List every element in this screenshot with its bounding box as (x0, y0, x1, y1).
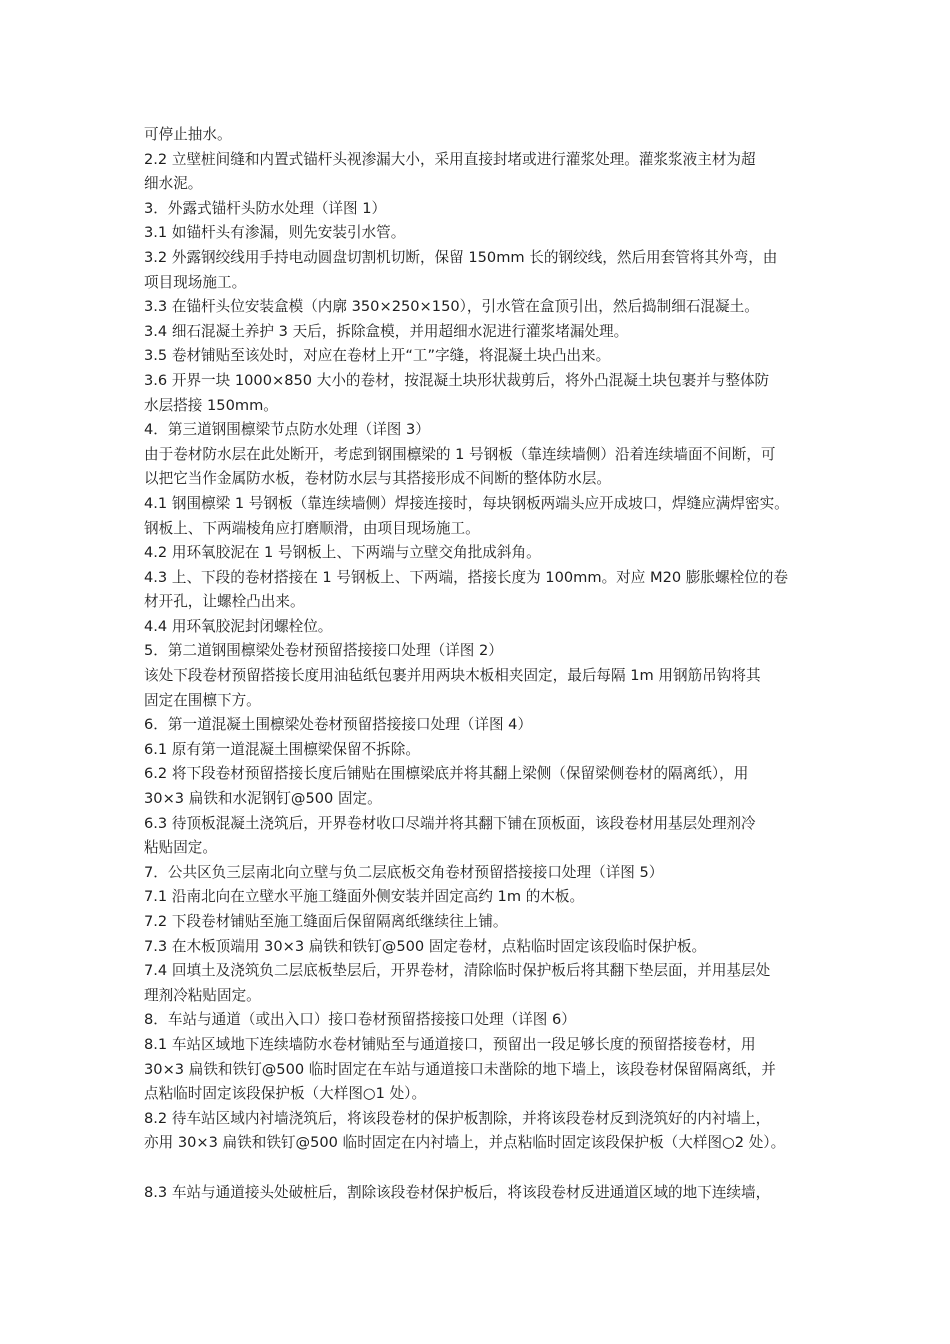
text-line: 4.4 用环氧胶泥封闭螺栓位。 (144, 617, 333, 635)
text-line: 由于卷材防水层在此处断开，考虑到钢围檩梁的 1 号钢板（靠连续墙侧）沿着连续墙面不间断，可 (144, 445, 776, 463)
section-heading: 4．第三道钢围檩梁节点防水处理（详图 3） (144, 421, 430, 439)
paragraph-gap (144, 1156, 812, 1181)
text-line: 2.2 立壁桩间缝和内置式锚杆头视渗漏大小，采用直接封堵或进行灌浆处理。灌浆浆液主材为超 (144, 150, 756, 168)
text-line: 3.5 卷材铺贴至该处时，对应在卷材上开“工”字缝，将混凝土块凸出来。 (144, 347, 611, 365)
text-line: 钢板上、下两端棱角应打磨顺滑，由项目现场施工。 (144, 519, 480, 537)
text-line: 8.2 待车站区域内衬墙浇筑后，将该段卷材的保护板割除，并将该段卷材反到浇筑好的内衬墙上， (144, 1109, 771, 1127)
section-heading: 6．第一道混凝土围檩梁处卷材预留搭接接口处理（详图 4） (144, 716, 533, 734)
text-line: 4.1 钢围檩梁 1 号钢板（靠连续墙侧）焊接连接时，每块钢板两端头应开成坡口，焊缝应满焊密实。 (144, 494, 789, 512)
text-line: 6.2 将下段卷材预留搭接长度后铺贴在围檩梁底并将其翻上梁侧（保留梁侧卷材的隔离纸），用 (144, 765, 749, 783)
text-line: 7.3 在木板顶端用 30×3 扁铁和铁钉@500 固定卷材，点粘临时固定该段临时保护板。 (144, 937, 707, 955)
text-line: 8.3 车站与通道接头处破桩后，割除该段卷材保护板后，将该段卷材反进通道区域的地下连续墙， (144, 1183, 771, 1201)
text-line: 3.6 开界一块 1000×850 大小的卷材，按混凝土块形状裁剪后，将外凸混凝土块包裹并与整体防 (144, 371, 770, 389)
text-line: 粘贴固定。 (144, 839, 217, 857)
section-heading: 5．第二道钢围檩梁处卷材预留搭接接口处理（详图 2） (144, 642, 503, 660)
text-line: 8.1 车站区域地下连续墙防水卷材铺贴至与通道接口，预留出一段足够长度的预留搭接卷材，用 (144, 1035, 756, 1053)
text-line: 3.1 如锚杆头有渗漏，则先安装引水管。 (144, 224, 406, 242)
section-heading: 3．外露式锚杆头防水处理（详图 1） (144, 199, 387, 217)
text-line: 7.1 沿南北向在立壁水平施工缝面外侧安装并固定高约 1m 的木板。 (144, 888, 585, 906)
text-line: 4.2 用环氧胶泥在 1 号钢板上、下两端与立壁交角批成斜角。 (144, 544, 541, 562)
text-line: 理剂冷粘贴固定。 (144, 986, 261, 1004)
text-line: 30×3 扁铁和铁钉@500 临时固定在车站与通道接口未凿除的地下墙上，该段卷材保留隔离纸，并 (144, 1060, 776, 1078)
text-line: 以把它当作金属防水板，卷材防水层与其搭接形成不间断的整体防水层。 (144, 470, 612, 488)
text-line: 点粘临时固定该段保护板（大样图○1 处）。 (144, 1085, 427, 1103)
text-line: 该处下段卷材预留搭接长度用油毡纸包裹并用两块木板相夹固定，最后每隔 1m 用钢筋吊钩将其 (144, 667, 761, 685)
text-line: 6.1 原有第一道混凝土围檩梁保留不拆除。 (144, 740, 420, 758)
section-heading: 7．公共区负三层南北向立壁与负二层底板交角卷材预留搭接接口处理（详图 5） (144, 863, 664, 881)
text-line: 30×3 扁铁和水泥钢钉@500 固定。 (144, 790, 382, 808)
text-line: 细水泥。 (144, 175, 203, 193)
text-line: 材开孔，让螺栓凸出来。 (144, 593, 305, 611)
text-line: 3.3 在锚杆头位安装盒模（内廓 350×250×150），引水管在盒顶引出，然后捣制细石混凝土。 (144, 298, 759, 316)
text-line: 6.3 待顶板混凝土浇筑后，开界卷材收口尽端并将其翻下铺在顶板面，该段卷材用基层处理剂冷 (144, 814, 756, 832)
text-line: 7.2 下段卷材铺贴至施工缝面后保留隔离纸继续往上铺。 (144, 913, 508, 930)
text-line: 固定在围檩下方。 (144, 691, 261, 709)
text-line: 项目现场施工。 (144, 273, 247, 291)
text-line: 亦用 30×3 扁铁和铁钉@500 临时固定在内衬墙上，并点粘临时固定该段保护板（大样图○2 处）。 (144, 1134, 786, 1152)
text-line: 4.3 上、下段的卷材搭接在 1 号钢板上、下两端，搭接长度为 100mm。对应 M20 膨胀螺栓位的卷 (144, 568, 788, 586)
document-body (144, 123, 812, 1205)
section-heading: 8．车站与通道（或出入口）接口卷材预留搭接接口处理（详图 6） (144, 1011, 576, 1029)
text-line: 3.2 外露钢绞线用手持电动圆盘切割机切断，保留 150mm 长的钢绞线，然后用套管将其外弯，由 (144, 248, 778, 266)
text-line: 可停止抽水。 (144, 126, 232, 143)
text-line: 7.4 回填土及浇筑负二层底板垫层后，开界卷材，清除临时保护板后将其翻下垫层面，并用基层处 (144, 962, 771, 980)
text-line: 水层搭接 150mm。 (144, 396, 278, 414)
text-line: 3.4 细石混凝土养护 3 天后，拆除盒模，并用超细水泥进行灌浆堵漏处理。 (144, 322, 629, 340)
